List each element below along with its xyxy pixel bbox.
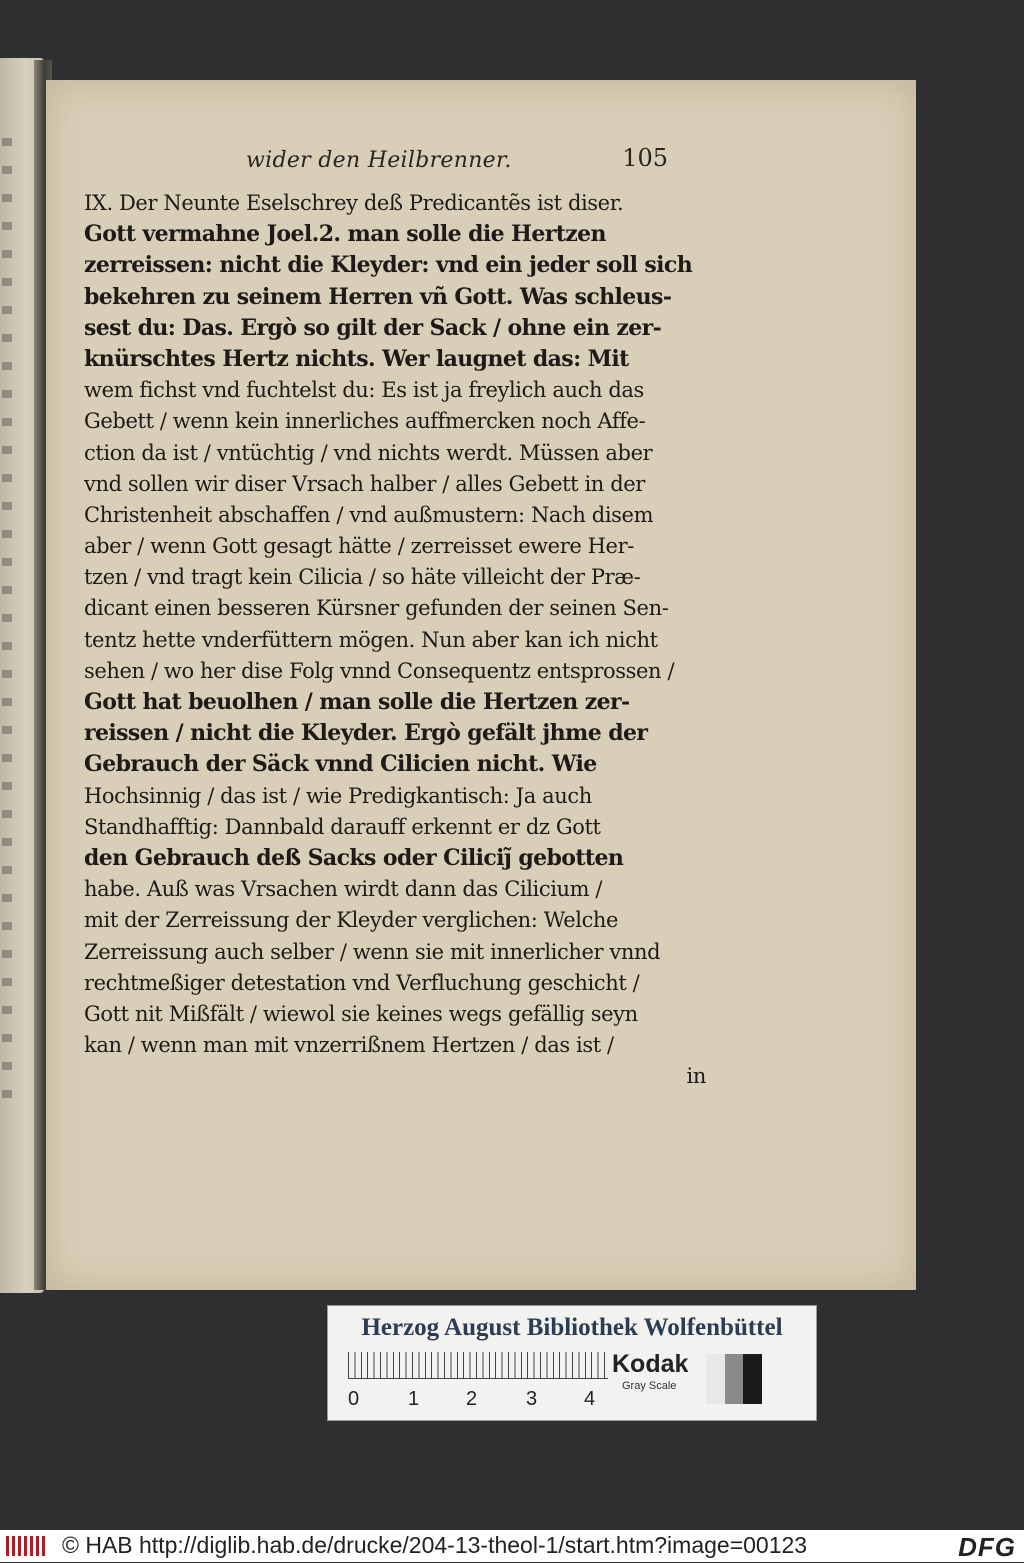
ruler-number: 2: [466, 1388, 478, 1410]
copyright-link[interactable]: © HAB http://diglib.hab.de/drucke/204-13-theol-1/start.htm?image=00123: [62, 1532, 808, 1558]
text-line: dicant einen besseren Kürsner gefunden der seinen Sen-: [84, 596, 669, 621]
text-line: Standhafftig: Dannbald darauff erkennt er dz Gott: [84, 814, 601, 839]
scale-ruler: [348, 1352, 608, 1379]
text-line: reissen / nicht die Kleyder. Ergò gefält jhme der: [84, 720, 648, 747]
text-line: wem fichst vnd fuchtelst du: Es ist ja freylich auch das: [84, 378, 644, 403]
text-line: Gott hat beuolhen / man solle die Hertzen zer-: [84, 689, 630, 715]
text-line: Gott nit Mißfält / wiewol sie keines wegs gefällig seyn: [84, 1001, 638, 1026]
text-line: sehen / wo her dise Folg vnnd Consequentz entsprossen /: [84, 658, 675, 683]
gray-swatches: [706, 1354, 762, 1404]
text-line: tzen / vnd tragt kein Cilicia / so häte villeicht der Præ-: [84, 565, 641, 590]
gray-scale-label: Gray Scale: [622, 1380, 677, 1392]
text-line: Gebrauch der Säck vnnd Cilicien nicht. Wie: [84, 751, 597, 778]
footer-bar: [0, 1530, 1024, 1562]
dfg-logo: DFG: [958, 1532, 1016, 1562]
text-line: kan / wenn man mit vnzerrißnem Hertzen / das ist /: [84, 1033, 614, 1058]
gray-swatch: [743, 1354, 762, 1404]
ruler-number: 0: [348, 1388, 360, 1410]
running-head: wider den Heilbrenner.: [246, 148, 512, 173]
text-line: Christenheit abschaffen / vnd außmustern: Nach disem: [84, 502, 654, 527]
page-number: 105: [622, 144, 668, 172]
kodak-logo: Kodak: [612, 1350, 689, 1378]
library-name: Herzog August Bibliothek Wolfenbüttel: [361, 1314, 783, 1341]
text-line: habe. Auß was Vrsachen wirdt dann das Cilicium /: [84, 877, 603, 902]
catchword: in: [686, 1064, 706, 1089]
text-line: ction da ist / vntüchtig / vnd nichts werdt. Müssen aber: [84, 440, 653, 465]
text-line: zerreissen: nicht die Kleyder: vnd ein jeder soll sich: [84, 252, 693, 279]
text-line: den Gebrauch deß Sacks oder Ciliciȷ̃ gebotten: [84, 844, 624, 871]
book-page: [46, 80, 916, 1290]
text-line: Gebett / wenn kein innerliches auffmercken noch Affe-: [84, 409, 646, 434]
text-line: sest du: Das. Ergò so gilt der Sack / ohne ein zer-: [84, 314, 662, 341]
text-line: IX. Der Neunte Eselschrey deß Predicantẽs ist diser.: [84, 191, 624, 215]
previous-page-text-marks: [2, 138, 12, 1118]
text-line: vnd sollen wir diser Vrsach halber / alles Gebett in der: [84, 471, 645, 496]
color-reference-card: [327, 1305, 817, 1421]
text-line: Hochsinnig / das ist / wie Predigkantisch: Ja auch: [84, 783, 592, 808]
ruler-number: 4: [584, 1388, 596, 1410]
body-text: [84, 188, 714, 1092]
gray-swatch: [725, 1354, 744, 1404]
text-line: rechtmeßiger detestation vnd Verfluchung geschicht /: [84, 970, 640, 995]
text-line: aber / wenn Gott gesagt hätte / zerreisset ewere Her-: [84, 534, 634, 559]
ruler-number: 1: [408, 1388, 420, 1410]
text-line: Zerreissung auch selber / wenn sie mit innerlicher vnnd: [84, 939, 661, 964]
text-line: bekehren zu seinem Herren vñ Gott. Was schleus-: [84, 283, 672, 310]
ruler-number: 3: [526, 1388, 538, 1410]
hab-logo-icon: [6, 1536, 46, 1556]
text-line: mit der Zerreissung der Kleyder verglichen: Welche: [84, 908, 619, 933]
text-line: Gott vermahne Joel.2. man solle die Hertzen: [84, 221, 606, 248]
text-line: knürschtes Hertz nichts. Wer laugnet das: Mit: [84, 345, 629, 372]
gray-swatch: [706, 1354, 725, 1404]
text-line: tentz hette vnderfüttern mögen. Nun aber kan ich nicht: [84, 627, 658, 652]
